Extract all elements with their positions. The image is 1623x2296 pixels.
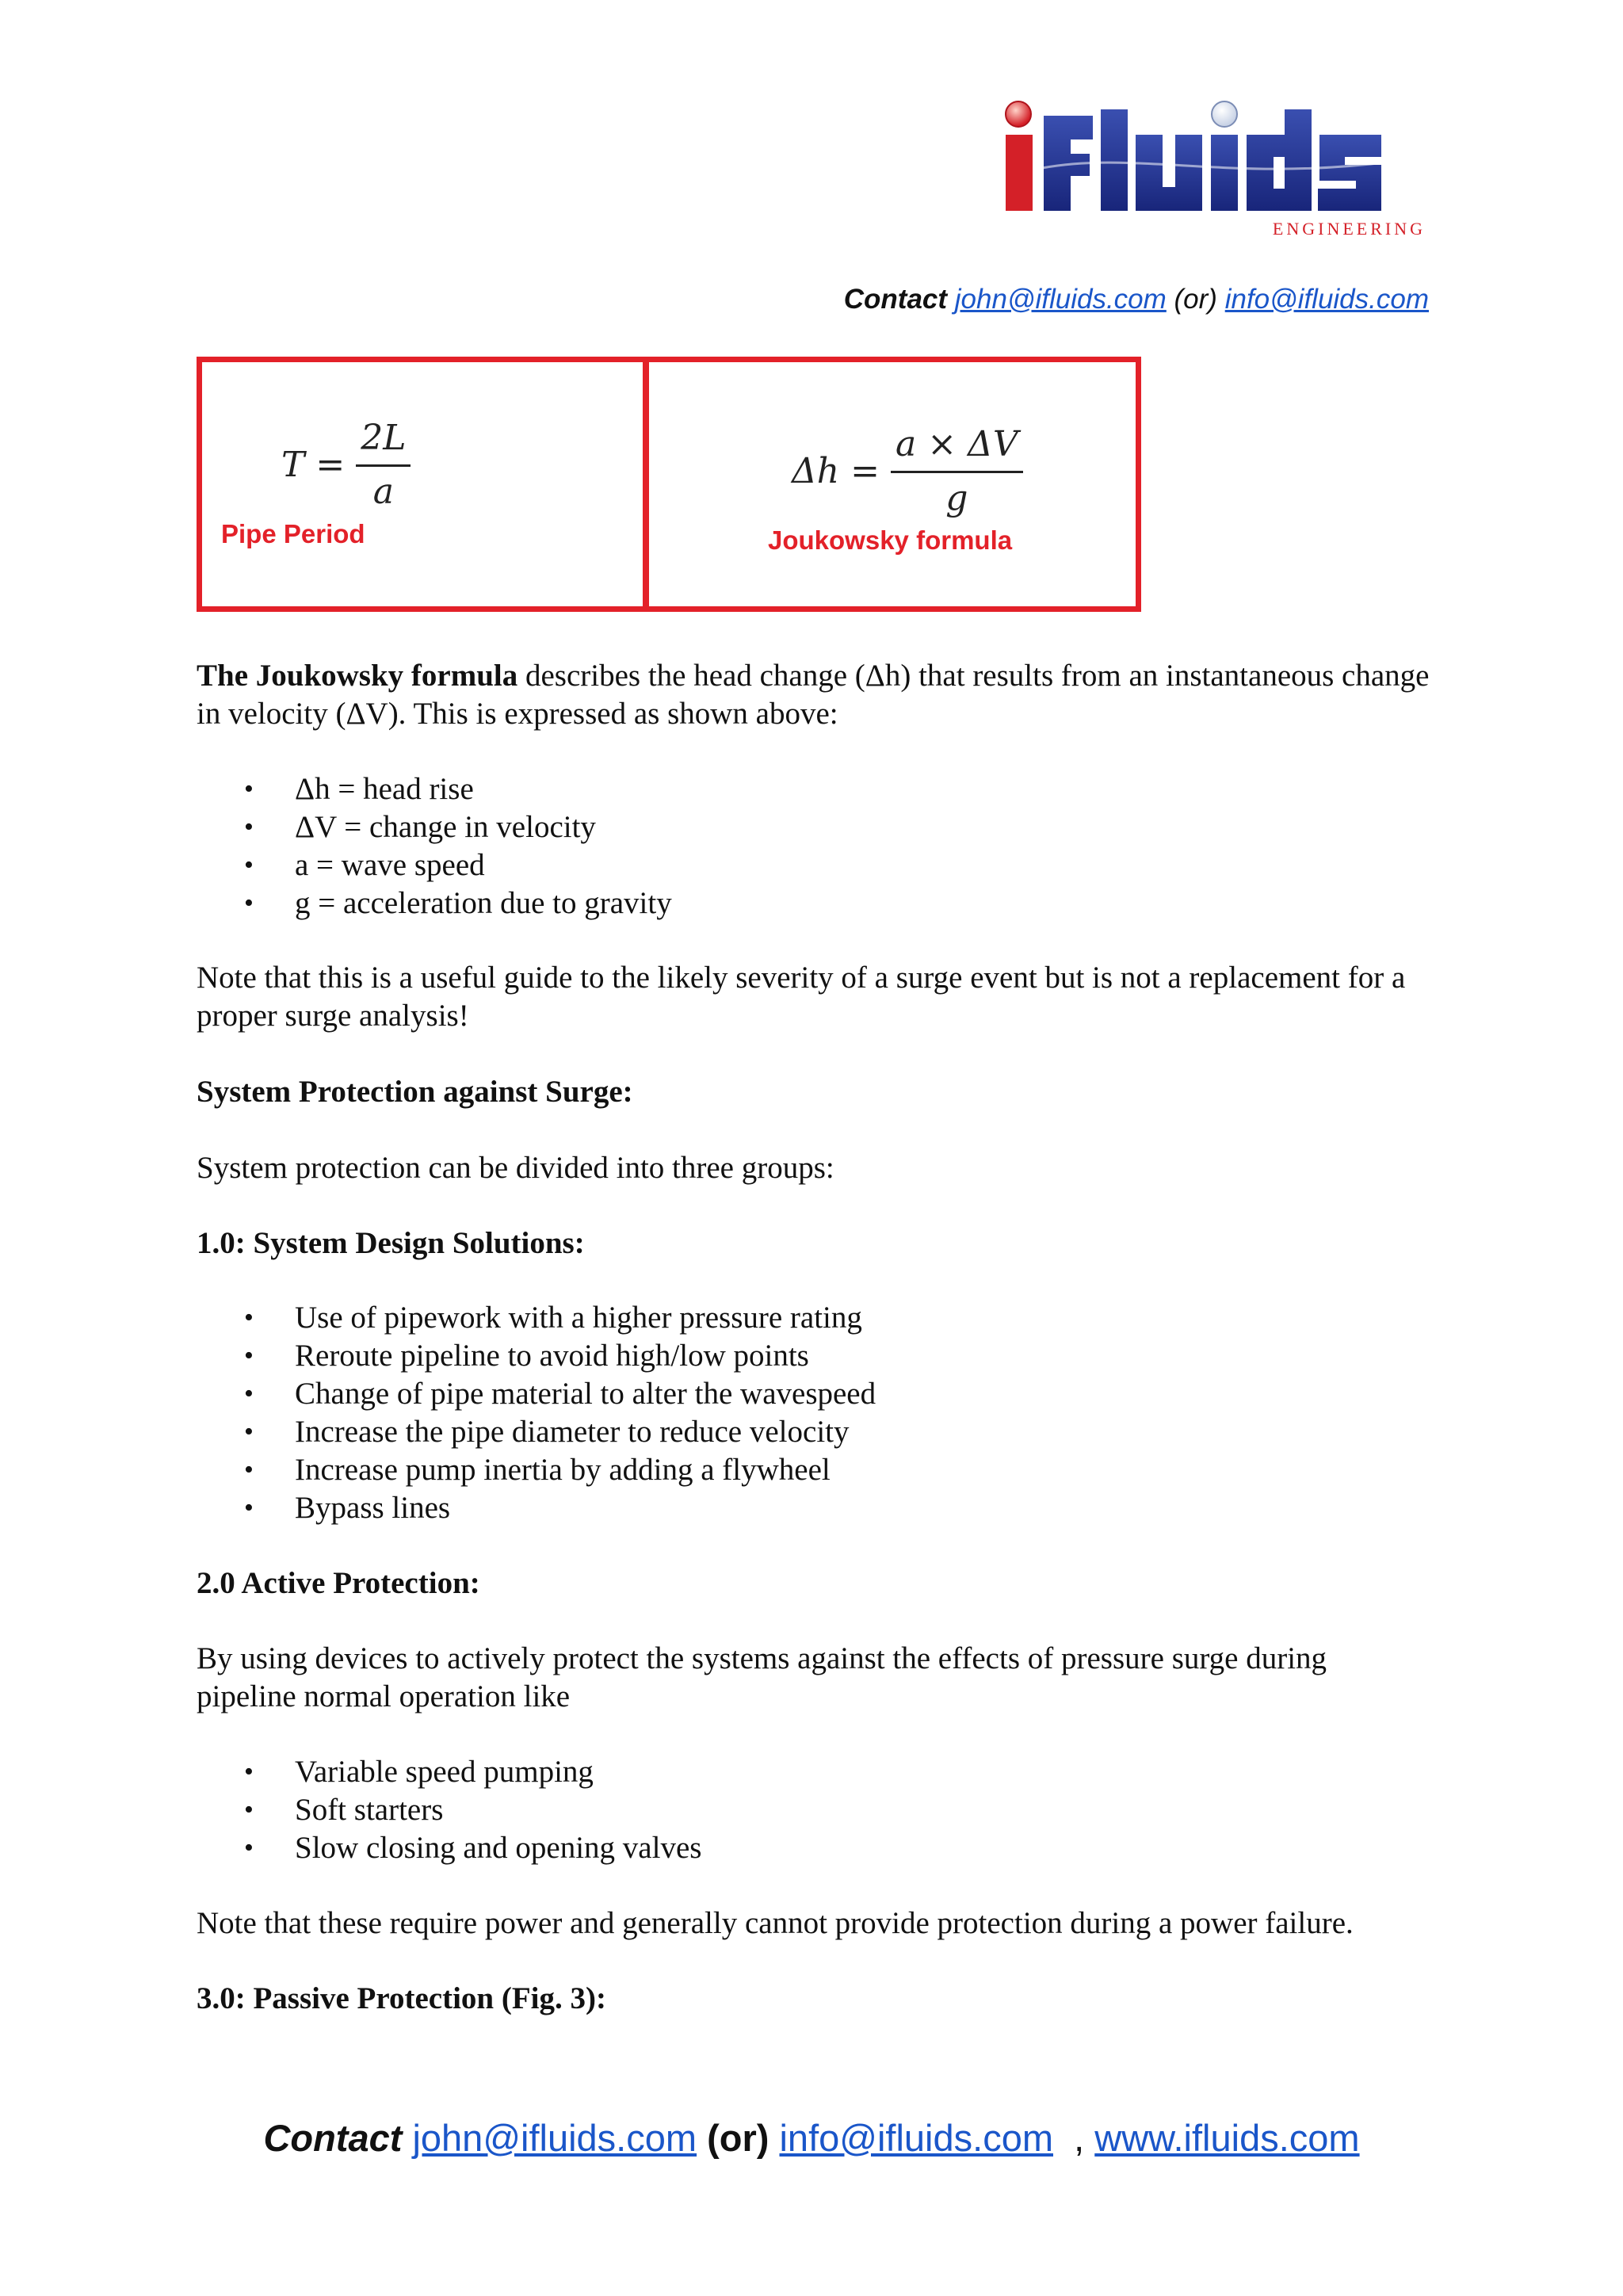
list-item: • g = acceleration due to gravity (197, 884, 672, 923)
logo-tagline: ENGINEERING (1272, 219, 1426, 239)
design-list (197, 1299, 876, 1527)
list-item: • Slow closing and opening valves (197, 1829, 701, 1867)
list-item: • Increase pump inertia by adding a flywheel (197, 1451, 876, 1489)
footer-separator: , (1074, 2117, 1085, 2159)
footer-or: (or) (707, 2117, 769, 2159)
footer-website-link[interactable]: www.ifluids.com (1094, 2117, 1360, 2159)
header-contact-label: Contact (843, 284, 948, 315)
note-paragraph: Note that this is a useful guide to the likely severity of a surge event but is not a replacement for a proper surge analysis! (197, 961, 1406, 1033)
joukowsky-formula (792, 424, 1023, 518)
footer-contact-label: Contact (263, 2117, 403, 2159)
list-item: • Reroute pipeline to avoid high/low points (197, 1337, 876, 1375)
list-item: • Bypass lines (197, 1489, 876, 1527)
joukowsky-label: Joukowsky formula (768, 525, 1013, 555)
footer-email-john[interactable]: john@ifluids.com (412, 2117, 697, 2159)
joukowsky-lhs: Δh = (792, 451, 880, 491)
list-item: • Increase the pipe diameter to reduce velocity (197, 1413, 876, 1451)
list-item: • Variable speed pumping (197, 1753, 701, 1791)
ifluids-logo (995, 95, 1438, 246)
list-item: • ΔV = change in velocity (197, 808, 672, 846)
design-heading: 1.0: System Design Solutions: (197, 1226, 585, 1260)
footer-email-info[interactable]: info@ifluids.com (779, 2117, 1053, 2159)
list-item: • Use of pipework with a higher pressure rating (197, 1299, 876, 1337)
joukowsky-box (643, 357, 1141, 612)
list-item: • Change of pipe material to alter the wavespeed (197, 1375, 876, 1413)
active-note: Note that these require power and generally cannot provide protection during a power failure. (197, 1906, 1354, 1940)
list-item: • Δh = head rise (197, 770, 672, 808)
protection-intro: System protection can be divided into three groups: (197, 1151, 834, 1185)
pipe-period-denominator: a (372, 472, 394, 512)
active-intro: By using devices to actively protect the systems against the effects of pressure surge during pipeline normal operation like (197, 1641, 1327, 1713)
intro-paragraph (197, 657, 1433, 733)
pipe-period-numerator: 2L (356, 418, 411, 467)
footer-contact (0, 2116, 1623, 2160)
header-or: (or) (1174, 284, 1217, 315)
active-heading: 2.0 Active Protection: (197, 1566, 480, 1600)
pipe-period-box (197, 357, 648, 612)
list-item: • a = wave speed (197, 846, 672, 884)
joukowsky-denominator: g (945, 478, 968, 518)
passive-heading: 3.0: Passive Protection (Fig. 3): (197, 1981, 606, 2015)
pipe-period-label: Pipe Period (221, 519, 365, 548)
list-item: • Soft starters (197, 1791, 701, 1829)
protection-heading: System Protection against Surge: (197, 1075, 633, 1109)
intro-bold: The Joukowsky formula (197, 659, 518, 693)
pipe-period-lhs: T = (281, 445, 346, 485)
joukowsky-fraction (891, 424, 1023, 518)
intro-text: describes the head change (Δh) that results from an instantaneous change in velocity (ΔV). This is expressed as shown above: (197, 659, 1430, 731)
active-list (197, 1753, 701, 1867)
joukowsky-numerator: a × ΔV (891, 424, 1023, 473)
pipe-period-formula (281, 418, 411, 512)
variables-list (197, 770, 672, 923)
pipe-period-fraction (356, 418, 411, 512)
header-contact (844, 284, 1429, 315)
header-email-info[interactable]: info@ifluids.com (1224, 284, 1429, 315)
header-email-john[interactable]: john@ifluids.com (954, 284, 1167, 315)
